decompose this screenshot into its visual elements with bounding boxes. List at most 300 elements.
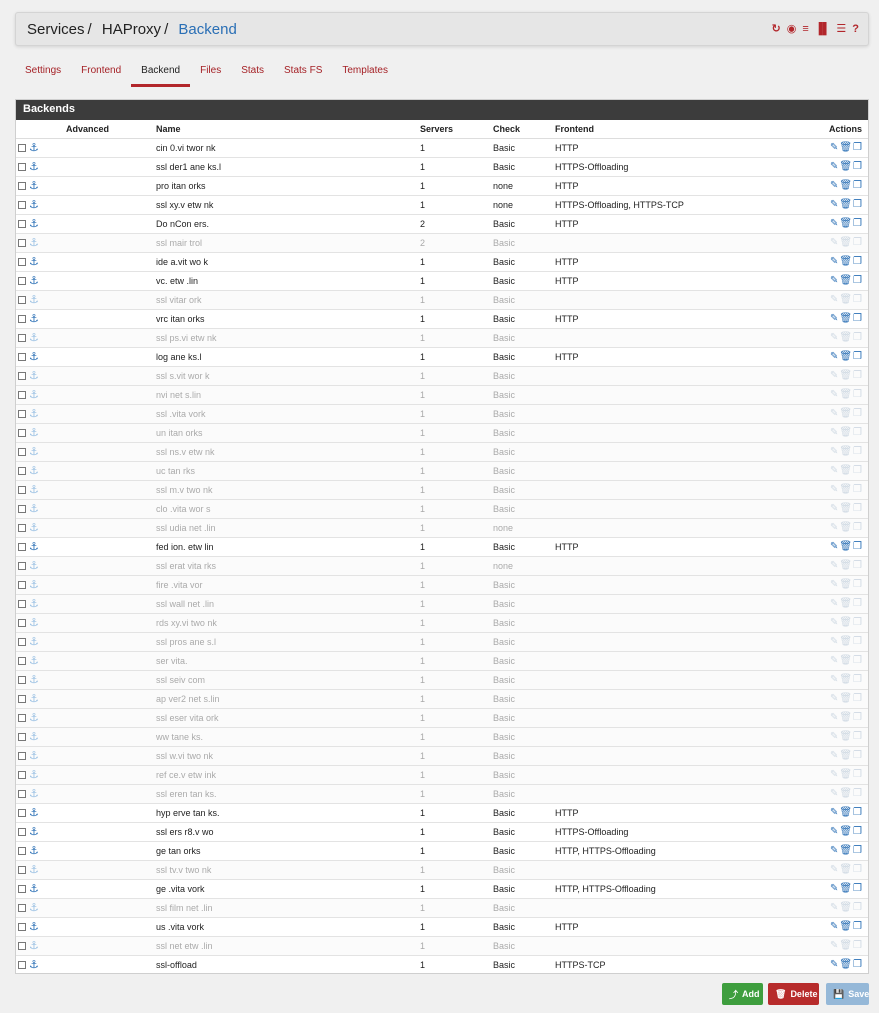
row-frontend (555, 727, 788, 746)
copy-icon[interactable]: ❐ (853, 389, 862, 400)
edit-icon[interactable]: ✎ (829, 712, 839, 723)
row-select-cell (16, 746, 66, 765)
table-row (16, 518, 868, 537)
copy-icon[interactable]: ❐ (853, 598, 862, 609)
row-checkbox[interactable] (18, 657, 26, 665)
edit-icon[interactable]: ✎ (829, 370, 839, 381)
tab-stats-fs[interactable]: Stats FS (284, 65, 323, 76)
page-header (15, 12, 869, 46)
row-select-cell (16, 233, 66, 252)
delete-icon[interactable]: 🗑 (839, 693, 853, 704)
row-checkbox[interactable] (18, 543, 26, 551)
row-actions (788, 936, 868, 955)
table-row (16, 271, 868, 290)
row-checkbox[interactable] (18, 315, 26, 323)
breadcrumb-services[interactable]: Services (27, 21, 85, 38)
delete-icon[interactable]: 🗑 (839, 959, 853, 971)
row-checkbox[interactable] (18, 676, 26, 684)
edit-icon[interactable]: ✎ (829, 180, 839, 191)
row-checkbox[interactable] (18, 239, 26, 247)
edit-icon[interactable]: ✎ (829, 484, 839, 495)
anchor-icon[interactable]: ⚓ (29, 636, 39, 648)
row-actions (788, 670, 868, 689)
delete-icon[interactable]: 🗑 (839, 541, 853, 552)
tab-backend[interactable]: Backend (131, 62, 190, 87)
edit-icon[interactable]: ✎ (829, 940, 839, 951)
delete-icon[interactable]: 🗑 (839, 769, 853, 780)
edit-icon[interactable]: ✎ (829, 579, 839, 590)
edit-icon[interactable]: ✎ (829, 389, 839, 400)
copy-icon[interactable]: ❐ (853, 883, 862, 894)
anchor-icon[interactable]: ⚓ (29, 332, 39, 344)
row-advanced (66, 157, 156, 176)
copy-icon[interactable]: ❐ (853, 826, 862, 837)
row-checkbox[interactable] (18, 790, 26, 798)
row-servers: 1 (420, 632, 493, 651)
anchor-icon[interactable]: ⚓ (29, 389, 39, 401)
row-advanced (66, 518, 156, 537)
row-name: ssl-offload (156, 955, 420, 974)
edit-icon[interactable]: ✎ (829, 275, 839, 286)
copy-icon[interactable]: ❐ (853, 807, 862, 818)
anchor-icon[interactable]: ⚓ (29, 161, 39, 173)
delete-icon[interactable]: 🗑 (839, 674, 853, 685)
add-label: Add (742, 989, 760, 999)
copy-icon[interactable]: ❐ (853, 712, 862, 723)
edit-icon[interactable]: ✎ (829, 636, 839, 647)
anchor-icon[interactable]: ⚓ (29, 237, 39, 249)
table-row (16, 176, 868, 195)
anchor-icon[interactable]: ⚓ (29, 902, 39, 914)
row-servers: 1 (420, 708, 493, 727)
copy-icon[interactable]: ❐ (853, 674, 862, 685)
delete-icon[interactable]: 🗑 (839, 883, 853, 894)
copy-icon[interactable]: ❐ (853, 503, 862, 514)
delete-icon[interactable]: 🗑 (839, 351, 853, 362)
anchor-icon[interactable]: ⚓ (29, 750, 39, 762)
anchor-icon[interactable]: ⚓ (29, 199, 39, 211)
edit-icon[interactable]: ✎ (829, 693, 839, 704)
delete-icon[interactable]: 🗑 (839, 503, 853, 514)
delete-icon[interactable]: 🗑 (839, 731, 853, 742)
edit-icon[interactable]: ✎ (829, 199, 839, 210)
copy-icon[interactable]: ❐ (853, 959, 862, 971)
row-frontend (555, 233, 788, 252)
edit-icon[interactable]: ✎ (829, 427, 839, 438)
table-row (16, 746, 868, 765)
delete-icon[interactable]: 🗑 (839, 617, 853, 628)
row-frontend (555, 936, 788, 955)
delete-icon[interactable]: 🗑 (839, 313, 853, 324)
row-checkbox[interactable] (18, 429, 26, 437)
edit-icon[interactable]: ✎ (829, 408, 839, 419)
copy-icon[interactable]: ❐ (853, 427, 862, 438)
edit-icon[interactable]: ✎ (829, 769, 839, 780)
row-select-cell (16, 518, 66, 537)
delete-icon[interactable]: 🗑 (839, 180, 853, 191)
row-frontend (555, 594, 788, 613)
delete-icon[interactable]: 🗑 (839, 579, 853, 590)
row-checkbox[interactable] (18, 410, 26, 418)
edit-icon[interactable]: ✎ (829, 750, 839, 761)
row-name: ssl w.vi two nk (156, 746, 420, 765)
delete-icon[interactable]: 🗑 (839, 636, 853, 647)
anchor-icon[interactable]: ⚓ (29, 541, 39, 553)
edit-icon[interactable]: ✎ (829, 522, 839, 533)
edit-icon[interactable]: ✎ (829, 351, 839, 362)
copy-icon[interactable]: ❐ (853, 142, 862, 153)
anchor-icon[interactable]: ⚓ (29, 218, 39, 230)
anchor-icon[interactable]: ⚓ (29, 142, 39, 154)
anchor-icon[interactable]: ⚓ (29, 883, 39, 895)
row-frontend (555, 898, 788, 917)
anchor-icon[interactable]: ⚓ (29, 864, 39, 876)
delete-icon[interactable]: 🗑 (839, 826, 853, 837)
row-frontend (555, 556, 788, 575)
edit-icon[interactable]: ✎ (829, 731, 839, 742)
anchor-icon[interactable]: ⚓ (29, 484, 39, 496)
copy-icon[interactable]: ❐ (853, 313, 862, 324)
copy-icon[interactable]: ❐ (853, 693, 862, 704)
copy-icon[interactable]: ❐ (853, 256, 862, 267)
anchor-icon[interactable]: ⚓ (29, 655, 39, 667)
delete-icon[interactable]: 🗑 (839, 940, 853, 951)
edit-icon[interactable]: ✎ (829, 598, 839, 609)
anchor-icon[interactable]: ⚓ (29, 598, 39, 610)
copy-icon[interactable]: ❐ (853, 940, 862, 951)
copy-icon[interactable]: ❐ (853, 465, 862, 476)
delete-icon[interactable]: 🗑 (839, 655, 853, 666)
delete-icon[interactable]: 🗑 (839, 142, 853, 153)
row-checkbox[interactable] (18, 809, 26, 817)
add-button[interactable] (722, 983, 763, 1005)
row-servers: 1 (420, 423, 493, 442)
row-checkbox[interactable] (18, 277, 26, 285)
edit-icon[interactable]: ✎ (829, 142, 839, 153)
row-checkbox[interactable] (18, 619, 26, 627)
anchor-icon[interactable]: ⚓ (29, 446, 39, 458)
delete-icon[interactable]: 🗑 (839, 902, 853, 913)
row-actions (788, 290, 868, 309)
row-checkbox[interactable] (18, 258, 26, 266)
delete-icon[interactable]: 🗑 (839, 712, 853, 723)
delete-icon[interactable]: 🗑 (839, 446, 853, 457)
delete-icon[interactable]: 🗑 (839, 560, 853, 571)
copy-icon[interactable]: ❐ (853, 560, 862, 571)
copy-icon[interactable]: ❐ (853, 902, 862, 913)
delete-icon[interactable]: 🗑 (839, 750, 853, 761)
delete-icon[interactable]: 🗑 (839, 237, 853, 248)
tab-stats[interactable]: Stats (241, 65, 265, 76)
sliders-icon[interactable]: ≡ (802, 23, 809, 35)
row-checkbox[interactable] (18, 448, 26, 456)
anchor-icon[interactable]: ⚓ (29, 579, 39, 591)
row-checkbox[interactable] (18, 201, 26, 209)
list-icon[interactable]: ☰ (836, 23, 847, 35)
row-actions (788, 138, 868, 157)
delete-icon[interactable]: 🗑 (839, 199, 853, 210)
row-checkbox[interactable] (18, 904, 26, 912)
delete-icon[interactable]: 🗑 (839, 370, 853, 381)
anchor-icon[interactable]: ⚓ (29, 503, 39, 515)
row-select-cell (16, 727, 66, 746)
restart-icon[interactable]: ↻ (771, 23, 781, 35)
copy-icon[interactable]: ❐ (853, 655, 862, 666)
delete-icon[interactable]: 🗑 (839, 161, 853, 172)
row-checkbox[interactable] (18, 923, 26, 931)
row-advanced (66, 860, 156, 879)
row-advanced (66, 442, 156, 461)
row-checkbox[interactable] (18, 163, 26, 171)
row-checkbox[interactable] (18, 866, 26, 874)
copy-icon[interactable]: ❐ (853, 408, 862, 419)
copy-icon[interactable]: ❐ (853, 237, 862, 248)
row-checkbox[interactable] (18, 524, 26, 532)
edit-icon[interactable]: ✎ (829, 617, 839, 628)
row-select-cell (16, 480, 66, 499)
row-checkbox[interactable] (18, 505, 26, 513)
edit-icon[interactable]: ✎ (829, 256, 839, 267)
header-icons (772, 23, 859, 35)
anchor-icon[interactable]: ⚓ (29, 693, 39, 705)
header-actions: Actions (788, 120, 868, 138)
copy-icon[interactable]: ❐ (853, 294, 862, 305)
edit-icon[interactable]: ✎ (829, 788, 839, 799)
copy-icon[interactable]: ❐ (853, 579, 862, 590)
anchor-icon[interactable]: ⚓ (29, 313, 39, 325)
anchor-icon[interactable]: ⚓ (29, 427, 39, 439)
edit-icon[interactable]: ✎ (829, 465, 839, 476)
copy-icon[interactable]: ❐ (853, 275, 862, 286)
row-checkbox[interactable] (18, 581, 26, 589)
copy-icon[interactable]: ❐ (853, 484, 862, 495)
row-checkbox[interactable] (18, 752, 26, 760)
row-checkbox[interactable] (18, 961, 26, 969)
row-advanced (66, 195, 156, 214)
row-checkbox[interactable] (18, 771, 26, 779)
tab-frontend[interactable]: Frontend (81, 65, 122, 76)
table-row (16, 499, 868, 518)
copy-icon[interactable]: ❐ (853, 788, 862, 799)
help-icon[interactable]: ? (852, 23, 859, 35)
row-checkbox[interactable] (18, 372, 26, 380)
copy-icon[interactable]: ❐ (853, 161, 862, 172)
edit-icon[interactable]: ✎ (829, 826, 839, 837)
row-frontend (555, 518, 788, 537)
copy-icon[interactable]: ❐ (853, 864, 862, 875)
edit-icon[interactable]: ✎ (829, 332, 839, 343)
row-select-cell (16, 898, 66, 917)
breadcrumb-haproxy[interactable]: HAProxy (101, 21, 162, 38)
row-checkbox[interactable] (18, 847, 26, 855)
edit-icon[interactable]: ✎ (829, 541, 839, 552)
delete-icon[interactable]: 🗑 (839, 598, 853, 609)
edit-icon[interactable]: ✎ (829, 294, 839, 305)
copy-icon[interactable]: ❐ (853, 921, 862, 932)
row-checkbox[interactable] (18, 885, 26, 893)
edit-icon[interactable]: ✎ (829, 921, 839, 932)
delete-icon[interactable]: 🗑 (839, 921, 853, 932)
header-select (16, 120, 66, 138)
anchor-icon[interactable]: ⚓ (29, 940, 39, 952)
copy-icon[interactable]: ❐ (853, 370, 862, 381)
anchor-icon[interactable]: ⚓ (29, 921, 39, 933)
row-checkbox[interactable] (18, 638, 26, 646)
delete-button[interactable] (768, 983, 819, 1005)
breadcrumb-backend[interactable]: Backend (178, 21, 237, 38)
copy-icon[interactable]: ❐ (853, 731, 862, 742)
edit-icon[interactable]: ✎ (829, 674, 839, 685)
anchor-icon[interactable]: ⚓ (29, 674, 39, 686)
row-check: Basic (493, 936, 555, 955)
delete-icon[interactable]: 🗑 (839, 332, 853, 343)
copy-icon[interactable]: ❐ (853, 636, 862, 647)
row-actions (788, 727, 868, 746)
copy-icon[interactable]: ❐ (853, 845, 862, 856)
edit-icon[interactable]: ✎ (829, 446, 839, 457)
anchor-icon[interactable]: ⚓ (29, 959, 39, 972)
table-row (16, 233, 868, 252)
tab-templates[interactable]: Templates (342, 65, 388, 76)
row-advanced (66, 328, 156, 347)
anchor-icon[interactable]: ⚓ (29, 617, 39, 629)
row-servers: 2 (420, 214, 493, 233)
row-checkbox[interactable] (18, 334, 26, 342)
save-icon: 💾 (833, 988, 845, 999)
row-checkbox[interactable] (18, 600, 26, 608)
delete-icon[interactable]: 🗑 (839, 427, 853, 438)
copy-icon[interactable]: ❐ (853, 750, 862, 761)
delete-icon[interactable]: 🗑 (839, 218, 853, 229)
copy-icon[interactable]: ❐ (853, 218, 862, 229)
edit-icon[interactable]: ✎ (829, 807, 839, 818)
delete-icon[interactable]: 🗑 (839, 389, 853, 400)
anchor-icon[interactable]: ⚓ (29, 351, 39, 363)
edit-icon[interactable]: ✎ (829, 560, 839, 571)
anchor-icon[interactable]: ⚓ (29, 465, 39, 477)
edit-icon[interactable]: ✎ (829, 883, 839, 894)
copy-icon[interactable]: ❐ (853, 351, 862, 362)
row-actions (788, 271, 868, 290)
row-advanced (66, 385, 156, 404)
copy-icon[interactable]: ❐ (853, 522, 862, 533)
anchor-icon[interactable]: ⚓ (29, 275, 39, 287)
row-checkbox[interactable] (18, 296, 26, 304)
edit-icon[interactable]: ✎ (829, 503, 839, 514)
anchor-icon[interactable]: ⚓ (29, 408, 39, 420)
chart-icon[interactable]: ▐▌ (814, 23, 831, 35)
copy-icon[interactable]: ❐ (853, 180, 862, 191)
row-checkbox[interactable] (18, 695, 26, 703)
row-servers: 1 (420, 138, 493, 157)
tab-files[interactable]: Files (200, 65, 222, 76)
delete-icon[interactable]: 🗑 (839, 522, 853, 533)
anchor-icon[interactable]: ⚓ (29, 769, 39, 781)
delete-icon[interactable]: 🗑 (839, 807, 853, 818)
delete-icon[interactable]: 🗑 (839, 465, 853, 476)
anchor-icon[interactable]: ⚓ (29, 807, 39, 819)
anchor-icon[interactable]: ⚓ (29, 731, 39, 743)
edit-icon[interactable]: ✎ (829, 845, 839, 856)
row-checkbox[interactable] (18, 353, 26, 361)
row-checkbox[interactable] (18, 144, 26, 152)
edit-icon[interactable]: ✎ (829, 313, 839, 324)
delete-icon[interactable]: 🗑 (839, 864, 853, 875)
anchor-icon[interactable]: ⚓ (29, 522, 39, 534)
anchor-icon[interactable]: ⚓ (29, 788, 39, 800)
row-actions (788, 252, 868, 271)
edit-icon[interactable]: ✎ (829, 902, 839, 913)
copy-icon[interactable]: ❐ (853, 769, 862, 780)
anchor-icon[interactable]: ⚓ (29, 712, 39, 724)
tab-settings[interactable]: Settings (25, 65, 62, 76)
row-name: ww tane ks. (156, 727, 420, 746)
copy-icon[interactable]: ❐ (853, 332, 862, 343)
row-checkbox[interactable] (18, 182, 26, 190)
row-frontend: HTTP (555, 917, 788, 936)
delete-icon[interactable]: 🗑 (839, 256, 853, 267)
row-checkbox[interactable] (18, 562, 26, 570)
edit-icon[interactable]: ✎ (829, 161, 839, 172)
row-actions (788, 822, 868, 841)
delete-icon[interactable]: 🗑 (839, 845, 853, 856)
save-button[interactable] (826, 983, 869, 1005)
row-actions (788, 309, 868, 328)
row-checkbox[interactable] (18, 486, 26, 494)
anchor-icon[interactable]: ⚓ (29, 370, 39, 382)
delete-icon[interactable]: 🗑 (839, 788, 853, 799)
row-actions (788, 404, 868, 423)
edit-icon[interactable]: ✎ (829, 218, 839, 229)
row-checkbox[interactable] (18, 714, 26, 722)
edit-icon[interactable]: ✎ (829, 237, 839, 248)
copy-icon[interactable]: ❐ (853, 199, 862, 210)
anchor-icon[interactable]: ⚓ (29, 180, 39, 192)
row-checkbox[interactable] (18, 220, 26, 228)
delete-icon[interactable]: 🗑 (839, 275, 853, 286)
row-frontend (555, 290, 788, 309)
anchor-icon[interactable]: ⚓ (29, 826, 39, 838)
anchor-icon[interactable]: ⚓ (29, 256, 39, 268)
row-frontend (555, 708, 788, 727)
row-checkbox[interactable] (18, 467, 26, 475)
copy-icon[interactable]: ❐ (853, 541, 862, 552)
delete-icon[interactable]: 🗑 (839, 408, 853, 419)
row-select-cell (16, 271, 66, 290)
row-checkbox[interactable] (18, 733, 26, 741)
anchor-icon[interactable]: ⚓ (29, 845, 39, 857)
edit-icon[interactable]: ✎ (829, 655, 839, 666)
edit-icon[interactable]: ✎ (829, 864, 839, 875)
anchor-icon[interactable]: ⚓ (29, 560, 39, 572)
row-actions (788, 442, 868, 461)
copy-icon[interactable]: ❐ (853, 617, 862, 628)
edit-icon[interactable]: ✎ (829, 959, 839, 971)
anchor-icon[interactable]: ⚓ (29, 294, 39, 306)
row-servers: 1 (420, 518, 493, 537)
row-checkbox[interactable] (18, 828, 26, 836)
row-checkbox[interactable] (18, 391, 26, 399)
row-select-cell (16, 347, 66, 366)
row-servers: 2 (420, 233, 493, 252)
table-row (16, 632, 868, 651)
copy-icon[interactable]: ❐ (853, 446, 862, 457)
delete-icon[interactable]: 🗑 (839, 484, 853, 495)
delete-icon[interactable]: 🗑 (839, 294, 853, 305)
row-checkbox[interactable] (18, 942, 26, 950)
stop-icon[interactable]: ◉ (786, 23, 797, 35)
row-actions (788, 214, 868, 233)
